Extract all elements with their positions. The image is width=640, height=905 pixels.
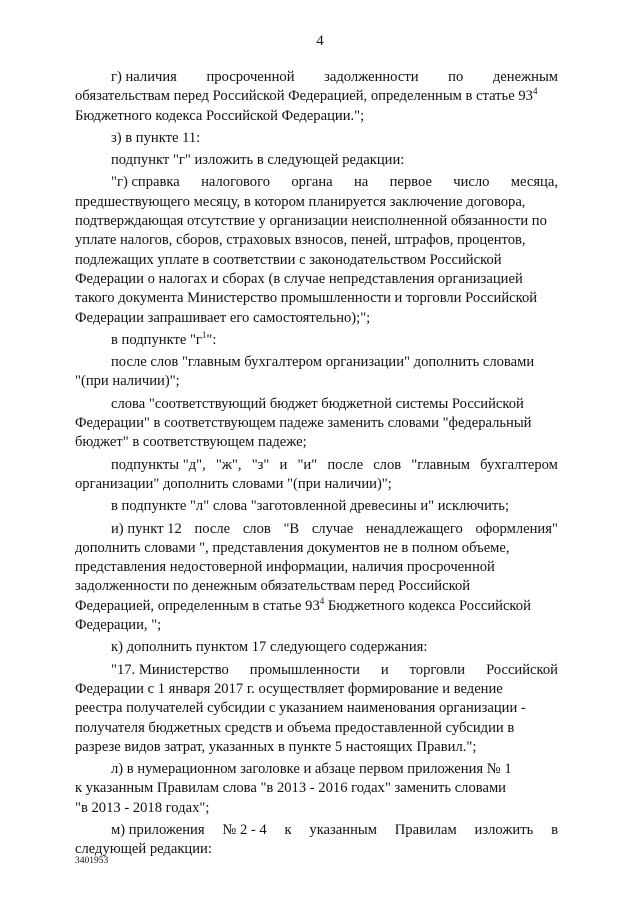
- word: промышленности: [249, 661, 360, 678]
- word: изложить: [474, 821, 534, 838]
- paragraph: [75, 638, 558, 657]
- superscript: 4: [319, 595, 325, 606]
- text-line: [75, 661, 558, 680]
- superscript: 4: [532, 86, 538, 97]
- paragraph: [75, 821, 558, 860]
- word: и: [380, 661, 389, 678]
- text-line: слова "соответствующий бюджет бюджетной системы Российской: [111, 395, 524, 412]
- word: "17. Министерство: [111, 661, 229, 678]
- text-line: "(при наличии)";: [75, 373, 180, 390]
- text-line: получателя бюджетных средств и объема предоставленной субсидии в: [75, 719, 515, 736]
- word: слов: [373, 456, 402, 473]
- word: первое: [389, 174, 432, 191]
- text-line: разрезе видов затрат, указанных в пункте 5 настоящих Правил.";: [75, 738, 477, 755]
- text-line: следующей редакции:: [75, 841, 212, 858]
- text-line: [75, 520, 558, 539]
- paragraph: [75, 395, 558, 453]
- text-line: Федерации, ";: [75, 617, 162, 634]
- word: после: [194, 520, 231, 537]
- paragraph: [75, 173, 558, 327]
- word: "ж",: [215, 456, 242, 473]
- paragraph: [75, 151, 558, 170]
- word: № 2 - 4: [222, 821, 267, 838]
- text-line: [75, 68, 558, 87]
- text-line: з) в пункте 11:: [111, 129, 201, 146]
- superscript: 1: [201, 330, 207, 340]
- text-line: подтверждающая отсутствие у организации неисполненной обязанности по: [75, 213, 547, 230]
- document-code: 3401953: [75, 856, 109, 866]
- word: по: [448, 69, 464, 85]
- word: г) наличия: [111, 69, 177, 85]
- word: задолженности: [324, 69, 419, 85]
- text-line: [75, 173, 558, 192]
- paragraph: [75, 497, 558, 516]
- word: бухгалтером: [480, 456, 558, 473]
- word: на: [353, 174, 369, 191]
- word: Правилам: [394, 821, 457, 838]
- paragraph: [75, 661, 558, 757]
- text-line: [75, 456, 558, 475]
- text-line: подпункт "г" изложить в следующей редакции:: [111, 152, 405, 169]
- word: месяца,: [510, 174, 558, 191]
- word: и) пункт 12: [111, 520, 182, 537]
- paragraph: [75, 353, 558, 392]
- word: указанным: [309, 821, 377, 838]
- paragraph: [75, 129, 558, 148]
- text-line: представления недостоверной информации, наличия просроченной: [75, 559, 495, 576]
- document-body: [75, 68, 558, 863]
- word: денежным: [492, 69, 558, 85]
- text-line: [75, 821, 558, 840]
- text-line: реестра получателей субсидии с указанием наименования организации -: [75, 700, 526, 717]
- word: торговли: [409, 661, 466, 678]
- word: м) приложения: [111, 821, 205, 838]
- text-line: уплате налогов, сборов, страховых взносов, пеней, штрафов, процентов,: [75, 232, 526, 249]
- word: "и": [297, 456, 318, 473]
- page-number: 4: [316, 33, 324, 49]
- text-line: к) дополнить пунктом 17 следующего содержания:: [111, 639, 428, 656]
- word: налогового: [201, 174, 270, 191]
- text-line: организации" дополнить словами "(при наличии)";: [75, 475, 392, 492]
- word: просроченной: [206, 69, 295, 85]
- text-line: Федерации о налогах и сборах (в случае непредставления организацией: [75, 270, 523, 287]
- paragraph: [75, 456, 558, 495]
- word: ненадлежащего: [365, 520, 463, 537]
- word: число: [453, 174, 490, 191]
- word: случае: [311, 520, 354, 537]
- text-line: после слов "главным бухгалтером организации" дополнить словами: [111, 354, 535, 371]
- text-line: Федерацией, определенным в статье $93^4$ Бюджетного кодекса Российской: [75, 595, 531, 614]
- word: к: [284, 821, 292, 838]
- word: "главным: [411, 456, 470, 473]
- text-line: Федерации с 1 января 2017 г. осуществляет формирование и ведение: [75, 680, 503, 697]
- word: оформления": [475, 520, 558, 537]
- paragraph: [75, 520, 558, 636]
- text-line: Федерации запрашивает его самостоятельно);";: [75, 309, 371, 326]
- text-line: бюджет" в соответствующем падеже;: [75, 434, 307, 451]
- word: Российской: [486, 661, 558, 678]
- word: и: [279, 456, 288, 473]
- text-line: подлежащих уплате в соответствии с законодательством Российской: [75, 251, 502, 268]
- word: после: [327, 456, 364, 473]
- word: слов: [242, 520, 271, 537]
- text-line: в подпункте "л" слова "заготовленной древесины и" исключить;: [111, 498, 509, 515]
- word: "г) справка: [111, 174, 180, 191]
- text-line: Бюджетного кодекса Российской Федерации.";: [75, 107, 365, 124]
- paragraph: [75, 68, 558, 126]
- text-line: задолженности по денежным обязательствам перед Российской: [75, 578, 471, 595]
- text-line: Федерации" в соответствующем падеже заменить словами "федеральный: [75, 415, 532, 432]
- word: в: [551, 821, 558, 838]
- paragraph: [75, 331, 558, 350]
- text-line: к указанным Правилам слова "в 2013 - 2016 годах" заменить словами: [75, 780, 506, 797]
- text-line: в подпункте "$г^1$":: [111, 330, 217, 348]
- text-line: такого документа Министерство промышленности и торговли Российской: [75, 290, 538, 307]
- text-line: дополнить словами ", представления документов не в полном объеме,: [75, 539, 510, 556]
- text-line: обязательствам перед Российской Федерацией, определенным в статье $93^4$: [75, 86, 538, 105]
- word: органа: [291, 174, 333, 191]
- text-line: л) в нумерационном заголовке и абзаце первом приложения № 1: [111, 761, 512, 778]
- word: "В: [283, 520, 300, 537]
- paragraph: [75, 760, 558, 818]
- text-line: предшествующего месяцу, в котором планируется заключение договора,: [75, 193, 526, 210]
- word: подпункты "д",: [111, 456, 206, 473]
- word: "з": [251, 456, 270, 473]
- text-line: "в 2013 - 2018 годах";: [75, 799, 210, 816]
